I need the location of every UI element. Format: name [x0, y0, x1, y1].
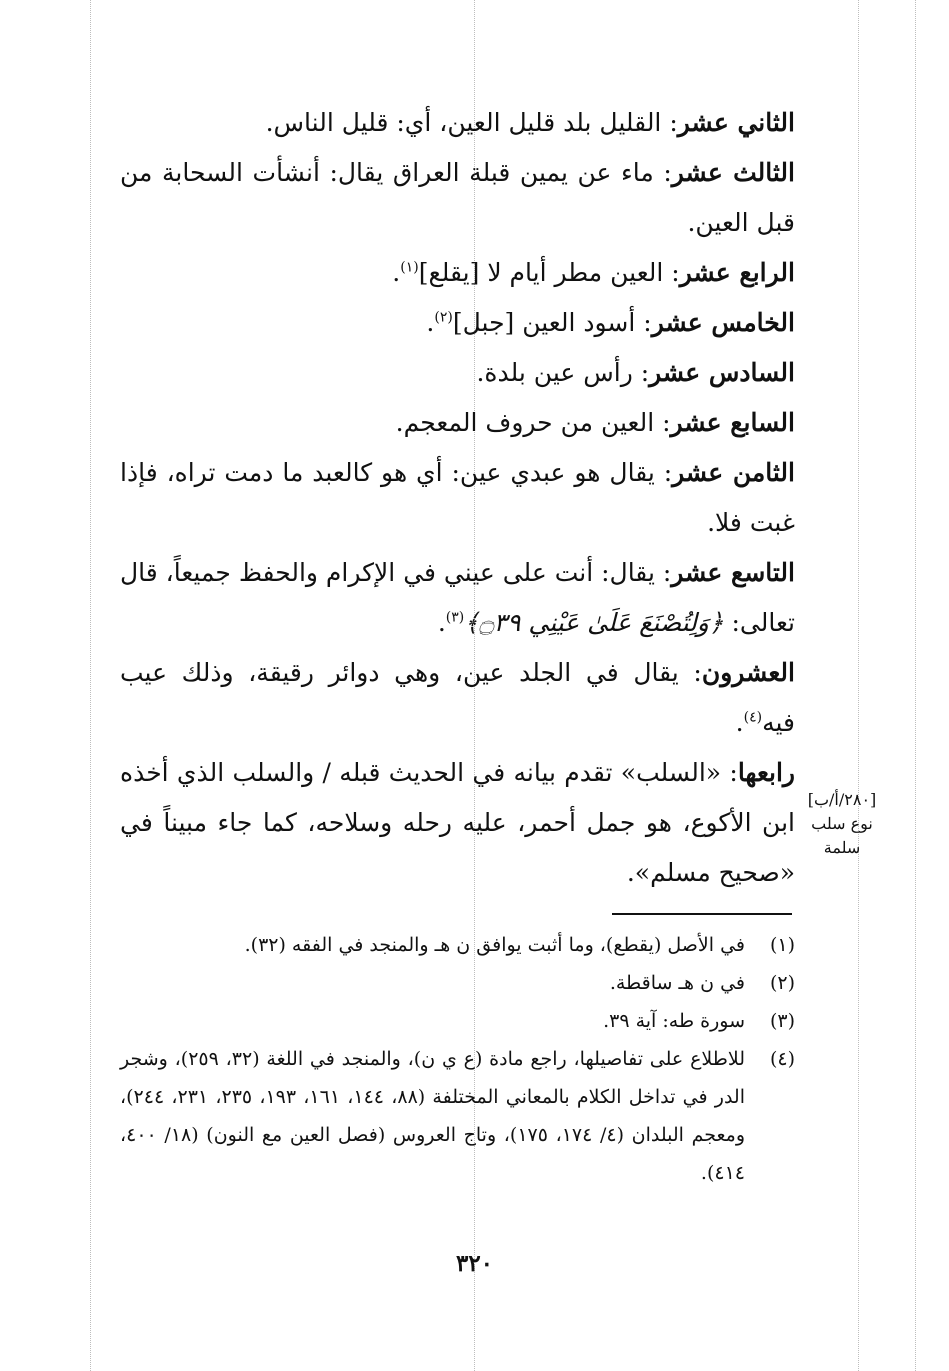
paragraph-text: : يقال: أنت على عيني في الإكرام والحفظ جميعاً، قال تعالى:: [120, 558, 795, 637]
paragraph-text: : القليل بلد قليل العين، أي: قليل الناس.: [265, 108, 678, 137]
paragraph: [120, 248, 795, 298]
footnote-marker: (٢): [434, 309, 453, 326]
paragraph: [120, 298, 795, 348]
footnote: [120, 964, 795, 1002]
paragraph: [120, 348, 795, 398]
footnote-text: في الأصل (يقطع)، وما أثبت يوافق ن هـ والمنجد في الفقه (٣٢).: [244, 934, 745, 956]
paragraph-heading: الثالث عشر: [671, 158, 795, 187]
paragraph-end: .: [735, 708, 744, 737]
paragraph-heading: رابعها: [737, 758, 795, 787]
footnote: [120, 926, 795, 964]
footnote-number: (١): [769, 934, 795, 956]
paragraph-heading: الثامن عشر: [672, 458, 795, 487]
footnote: [120, 1002, 795, 1040]
paragraph-heading: التاسع عشر: [671, 558, 795, 587]
page-number: ٣٢٠: [455, 1250, 494, 1277]
paragraph-end: .: [437, 608, 446, 637]
paragraph: [120, 398, 795, 448]
footnote-number: (٤): [769, 1048, 795, 1070]
paragraph-heading: الثاني عشر: [677, 108, 795, 137]
paragraph: [120, 448, 795, 548]
footnotes: [120, 926, 795, 1192]
margin-topic-label: نوع سلب سلمة: [811, 814, 873, 857]
paragraph-text: : العين من حروف المعجم.: [395, 408, 671, 437]
paragraph: [120, 548, 795, 648]
paragraph-heading: السابع عشر: [670, 408, 795, 437]
paragraph-heading: العشرون: [701, 658, 795, 687]
paragraph-text: : «السلب» تقدم بيانه في الحديث قبله / والسلب الذي أخذه ابن الأكوع، هو جمل أحمر، عليه رحله وسلاحه، كما جاء مبيناً في «صحيح مسلم».: [120, 758, 795, 887]
footnote-marker: (١): [400, 259, 419, 276]
footnote-divider: [612, 913, 792, 915]
main-text: [120, 98, 795, 898]
paragraph-heading: الخامس عشر: [651, 308, 795, 337]
paragraph-text: : رأس عين بلدة.: [476, 358, 650, 387]
footnote-marker: (٤): [743, 709, 763, 726]
paragraph-end: .: [426, 308, 435, 337]
paragraph-text: : ماء عن يمين قبلة العراق يقال: أنشأت السحابة من قبل العين.: [120, 158, 795, 237]
quran-verse: ﴿وَلِتُصْنَعَ عَلَىٰ عَيْنِي ۝٣٩﴾: [464, 608, 724, 637]
footnote-text: سورة طه: آية ٣٩.: [603, 1010, 745, 1032]
footnote-number: (٢): [769, 972, 795, 994]
paragraph-heading: السادس عشر: [649, 358, 795, 387]
paragraph-text: : أسود العين [جبل]: [452, 308, 652, 337]
paragraph-text: : العين مطر أيام لا [يقلع]: [418, 258, 680, 287]
scan-guide-line: [90, 0, 91, 1371]
margin-note: [800, 788, 884, 860]
paragraph-text: : يقال هو عبدي عين: أي هو كالعبد ما دمت تراه، فإذا غبت فلا.: [120, 458, 795, 537]
paragraph: [120, 748, 795, 898]
footnote-text: في ن هـ ساقطة.: [609, 972, 745, 994]
paragraph: [120, 98, 795, 148]
paragraph-text: : يقال في الجلد عين، وهي دوائر رقيقة، وذلك عيب فيه: [120, 658, 795, 737]
footnote: [120, 1040, 795, 1192]
paragraph: [120, 648, 795, 748]
footnote-marker: (٣): [445, 609, 465, 626]
paragraph-heading: الرابع عشر: [679, 258, 795, 287]
footnote-text: للاطلاع على تفاصيلها، راجع مادة (ع ي ن)، والمنجد في اللغة (٣٢، ٢٥٩)، وشجر الدر في تداخل الكلام بالمعاني المختلفة (٨٨، ١٤٤، ١٦١، ١٩٣، ٢٣٥، ٢٣١، ٢٤٤)، ومعجم البلدان (٤/ ١٧٤، ١٧٥)، وتاج العروس (فصل العين مع النون) (١٨/ ٤٠٠، ٤١٤).: [120, 1048, 746, 1184]
scan-guide-line: [915, 0, 916, 1371]
scan-guide-line: [858, 0, 859, 1371]
paragraph: [120, 148, 795, 248]
footnote-number: (٣): [769, 1010, 795, 1032]
paragraph-end: .: [392, 258, 401, 287]
margin-folio-ref: [٢٨٠/أ/ب]: [807, 790, 877, 809]
